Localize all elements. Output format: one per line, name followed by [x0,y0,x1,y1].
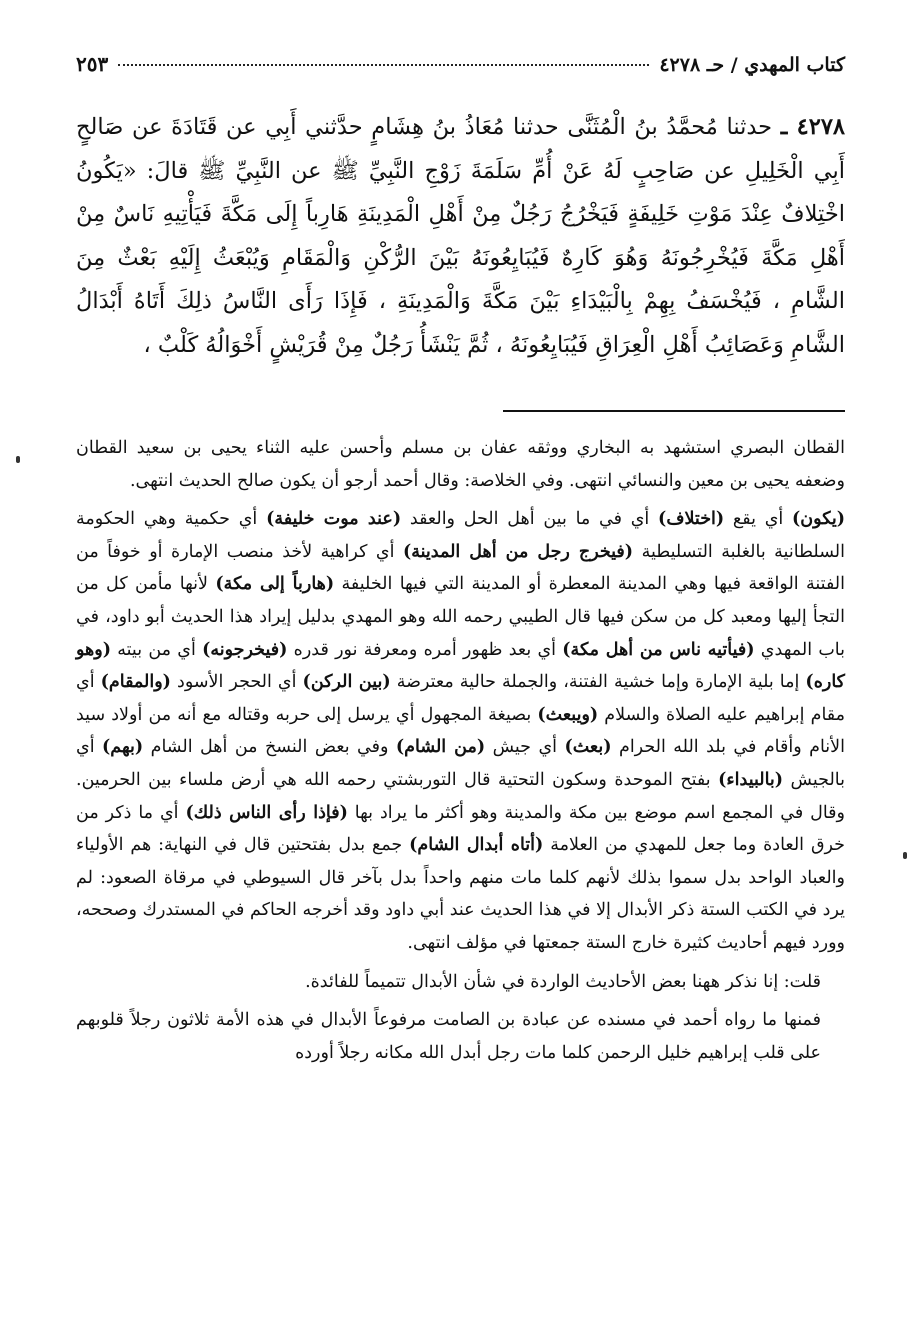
commentary-text-run: أي حكمية وهي الحكومة السلطانية بالغلبة التسليطية [76,509,845,562]
commentary-text-run: إما بلية الإمارة وإما خشية الفتنة، والجملة حالية معترضة [390,672,806,693]
commentary-block [76,432,845,1069]
commentary-text-run: أي من بيته [111,639,203,660]
commentary-quoted-term: (بعث) [564,737,612,758]
hadith-number: ٤٢٧٨ ـ [780,114,845,140]
dotted-leader [118,64,649,66]
commentary-quoted-term: (فيأتيه ناس من أهل مكة) [562,639,755,660]
commentary-text-run: أي ما ذكر من خرق العادة وما جعل للمهدي من العلامة [76,802,845,856]
commentary-quoted-term: (ويبعث) [537,704,599,725]
commentary-text-run: أي يقع [724,509,793,530]
hadith-text: حدثنا مُحمَّدُ بنُ الْمُثَنَّى حدثنا مُعَاذُ بنُ هِشَامٍ حدَّثني أَبِي عن قَتَادَةَ عن صَالحٍ أَبِي الْخَلِيلِ عن صَاحِبٍ لَهُ عَنْ أُمِّ سَلَمَةَ زَوْجِ النَّبِيِّ ﷺ عن النَّبِيِّ ﷺ قالَ: «يَكُونُ اخْتِلافٌ عِنْدَ مَوْتِ خَلِيفَةٍ فَيَخْرُجُ رَجُلٌ مِنْ أَهْلِ الْمَدِينَةِ هَارِباً إِلَى مَكَّةَ فَيَأْتِيهِ نَاسٌ مِنْ أَهْلِ مَكَّةَ فَيُخْرِجُونَهُ وَهُوَ كَارِهٌ فَيُبَايِعُونَهُ بَيْنَ الرُّكْنِ وَالْمَقَامِ وَيُبْعَثُ إِلَيْهِ بَعْثٌ مِنَ الشَّامِ ، فَيُخْسَفُ بِهِمْ بِالْبَيْدَاءِ بَيْنَ مَكَّةَ وَالْمَدِينَةِ ، فَإِذَا رَأَى النَّاسُ ذلِكَ أَتَاهُ أَبْدَالُ الشَّامِ وَعَصَائِبُ أَهْلِ الْعِرَاقِ فَيُبَايِعُونَهُ ، ثُمَّ يَنْشَأُ رَجُلٌ مِنْ قُرَيْشٍ أَخْوَالُهُ كَلْبٌ ، [76,114,845,358]
commentary-quoted-term: (بهم) [102,737,144,758]
footnote-separator [503,410,845,412]
commentary-text-run: وفي بعض النسخ من أهل الشام [143,737,396,758]
commentary-quoted-term: (فيخرجونه) [202,639,288,660]
commentary-text-run: بفتح الموحدة وسكون التحتية قال التوربشتي رحمه الله هي أرض ملساء بين الحرمين. وقال في المجمع اسم موضع بين مكة والمدينة وهو أكثر ما يراد بها [76,769,845,823]
commentary-text-run: أي في ما بين أهل الحل والعقد [401,509,659,530]
commentary-text-run: أي بعد ظهور أمره ومعرفة نور قدره [287,639,563,660]
commentary-quoted-term: (بين الركن) [302,672,391,693]
commentary-quoted-term: (يكون) [792,509,846,530]
commentary-quoted-term: (بالبيداء) [718,769,784,790]
running-title: كتاب المهدي / حـ ٤٢٧٨ [659,54,845,76]
commentary-paragraph-4: فمنها ما رواه أحمد في مسنده عن عبادة بن الصامت مرفوعاً الأبدال في هذه الأمة ثلاثون رجلاً قلوبهم على قلب إبراهيم خليل الرحمن كلما مات رجل أبدل الله مكانه رجلاً أورده [76,1010,821,1063]
page-number: ٢٥٣ [76,52,109,76]
commentary-text-run: أي بالجيش [76,737,845,790]
commentary-paragraph-3: قلت: إنا نذكر ههنا بعض الأحاديث الواردة في شأن الأبدال تتميماً للفائدة. [305,971,821,992]
commentary-text-run: أي مقام إبراهيم عليه الصلاة والسلام [76,672,845,725]
commentary-text-run: أي جيش [485,737,565,758]
running-header [76,52,845,92]
margin-mark [16,456,20,463]
commentary-text-run: جمع بدل بفتحتين قال في النهاية: هم الأولياء والعباد الواحد بدل سموا بذلك لأنهم كلما مات منهم واحداً بدل بآخر قال السيوطي في مرقاة الصعود: لم يرد في الكتب الستة ذكر الأبدال إلا في هذا الحديث عند أبي داود وقد أخرجه الحاكم في المستدرك وصححه، وورد فيهم أحاديث كثيرة خارج الستة جمعتها في مؤلف انتهى. [76,835,845,953]
hadith-text-block [76,106,845,396]
commentary-paragraph-1: القطان البصري استشهد به البخاري ووثقه عفان بن مسلم وأحسن عليه الثناء يحيى بن سعيد القطان وضعفه يحيى بن معين والنسائي انتهى. وفي الخلاصة: وقال أحمد أرجو أن يكون صالح الحديث انتهى. [76,438,845,491]
commentary-quoted-term: (أتاه أبدال الشام) [409,835,544,856]
commentary-quoted-term: (من الشام) [395,737,486,758]
commentary-paragraph-2 [76,503,845,959]
commentary-quoted-term: (والمقام) [100,672,171,693]
commentary-quoted-term: (عند موت خليفة) [266,509,402,530]
commentary-text-run: أي الحجر الأسود [170,672,303,693]
commentary-quoted-term: (فإذا رأى الناس ذلك) [185,802,348,823]
margin-mark [903,852,907,859]
commentary-quoted-term: (اختلاف) [658,509,725,530]
commentary-text-run: لأنها مأمن كل من التجأ إليها ومعبد كل من سكن فيها قال الطيبي رحمه الله وهو المهدي بدليل إيراد هذا الحديث أبو داود، في باب المهدي [76,574,846,660]
commentary-quoted-term: (وهو كاره) [76,639,845,693]
commentary-quoted-term: (هارباً إلى مكة) [215,574,335,595]
commentary-text-run: بصيغة المجهول أي يرسل إلى حربه وقتاله مع أنه من أولاد سيد الأنام وأقام في بلد الله الحرام [76,704,845,758]
commentary-quoted-term: (فيخرج رجل من أهل المدينة) [402,541,634,562]
commentary-text-run: أي كراهية لأخذ منصب الإمارة أو خوفاً من الفتنة الواقعة فيها وهي المدينة المعطرة أو المدينة التي فيها الخليفة [76,541,845,595]
